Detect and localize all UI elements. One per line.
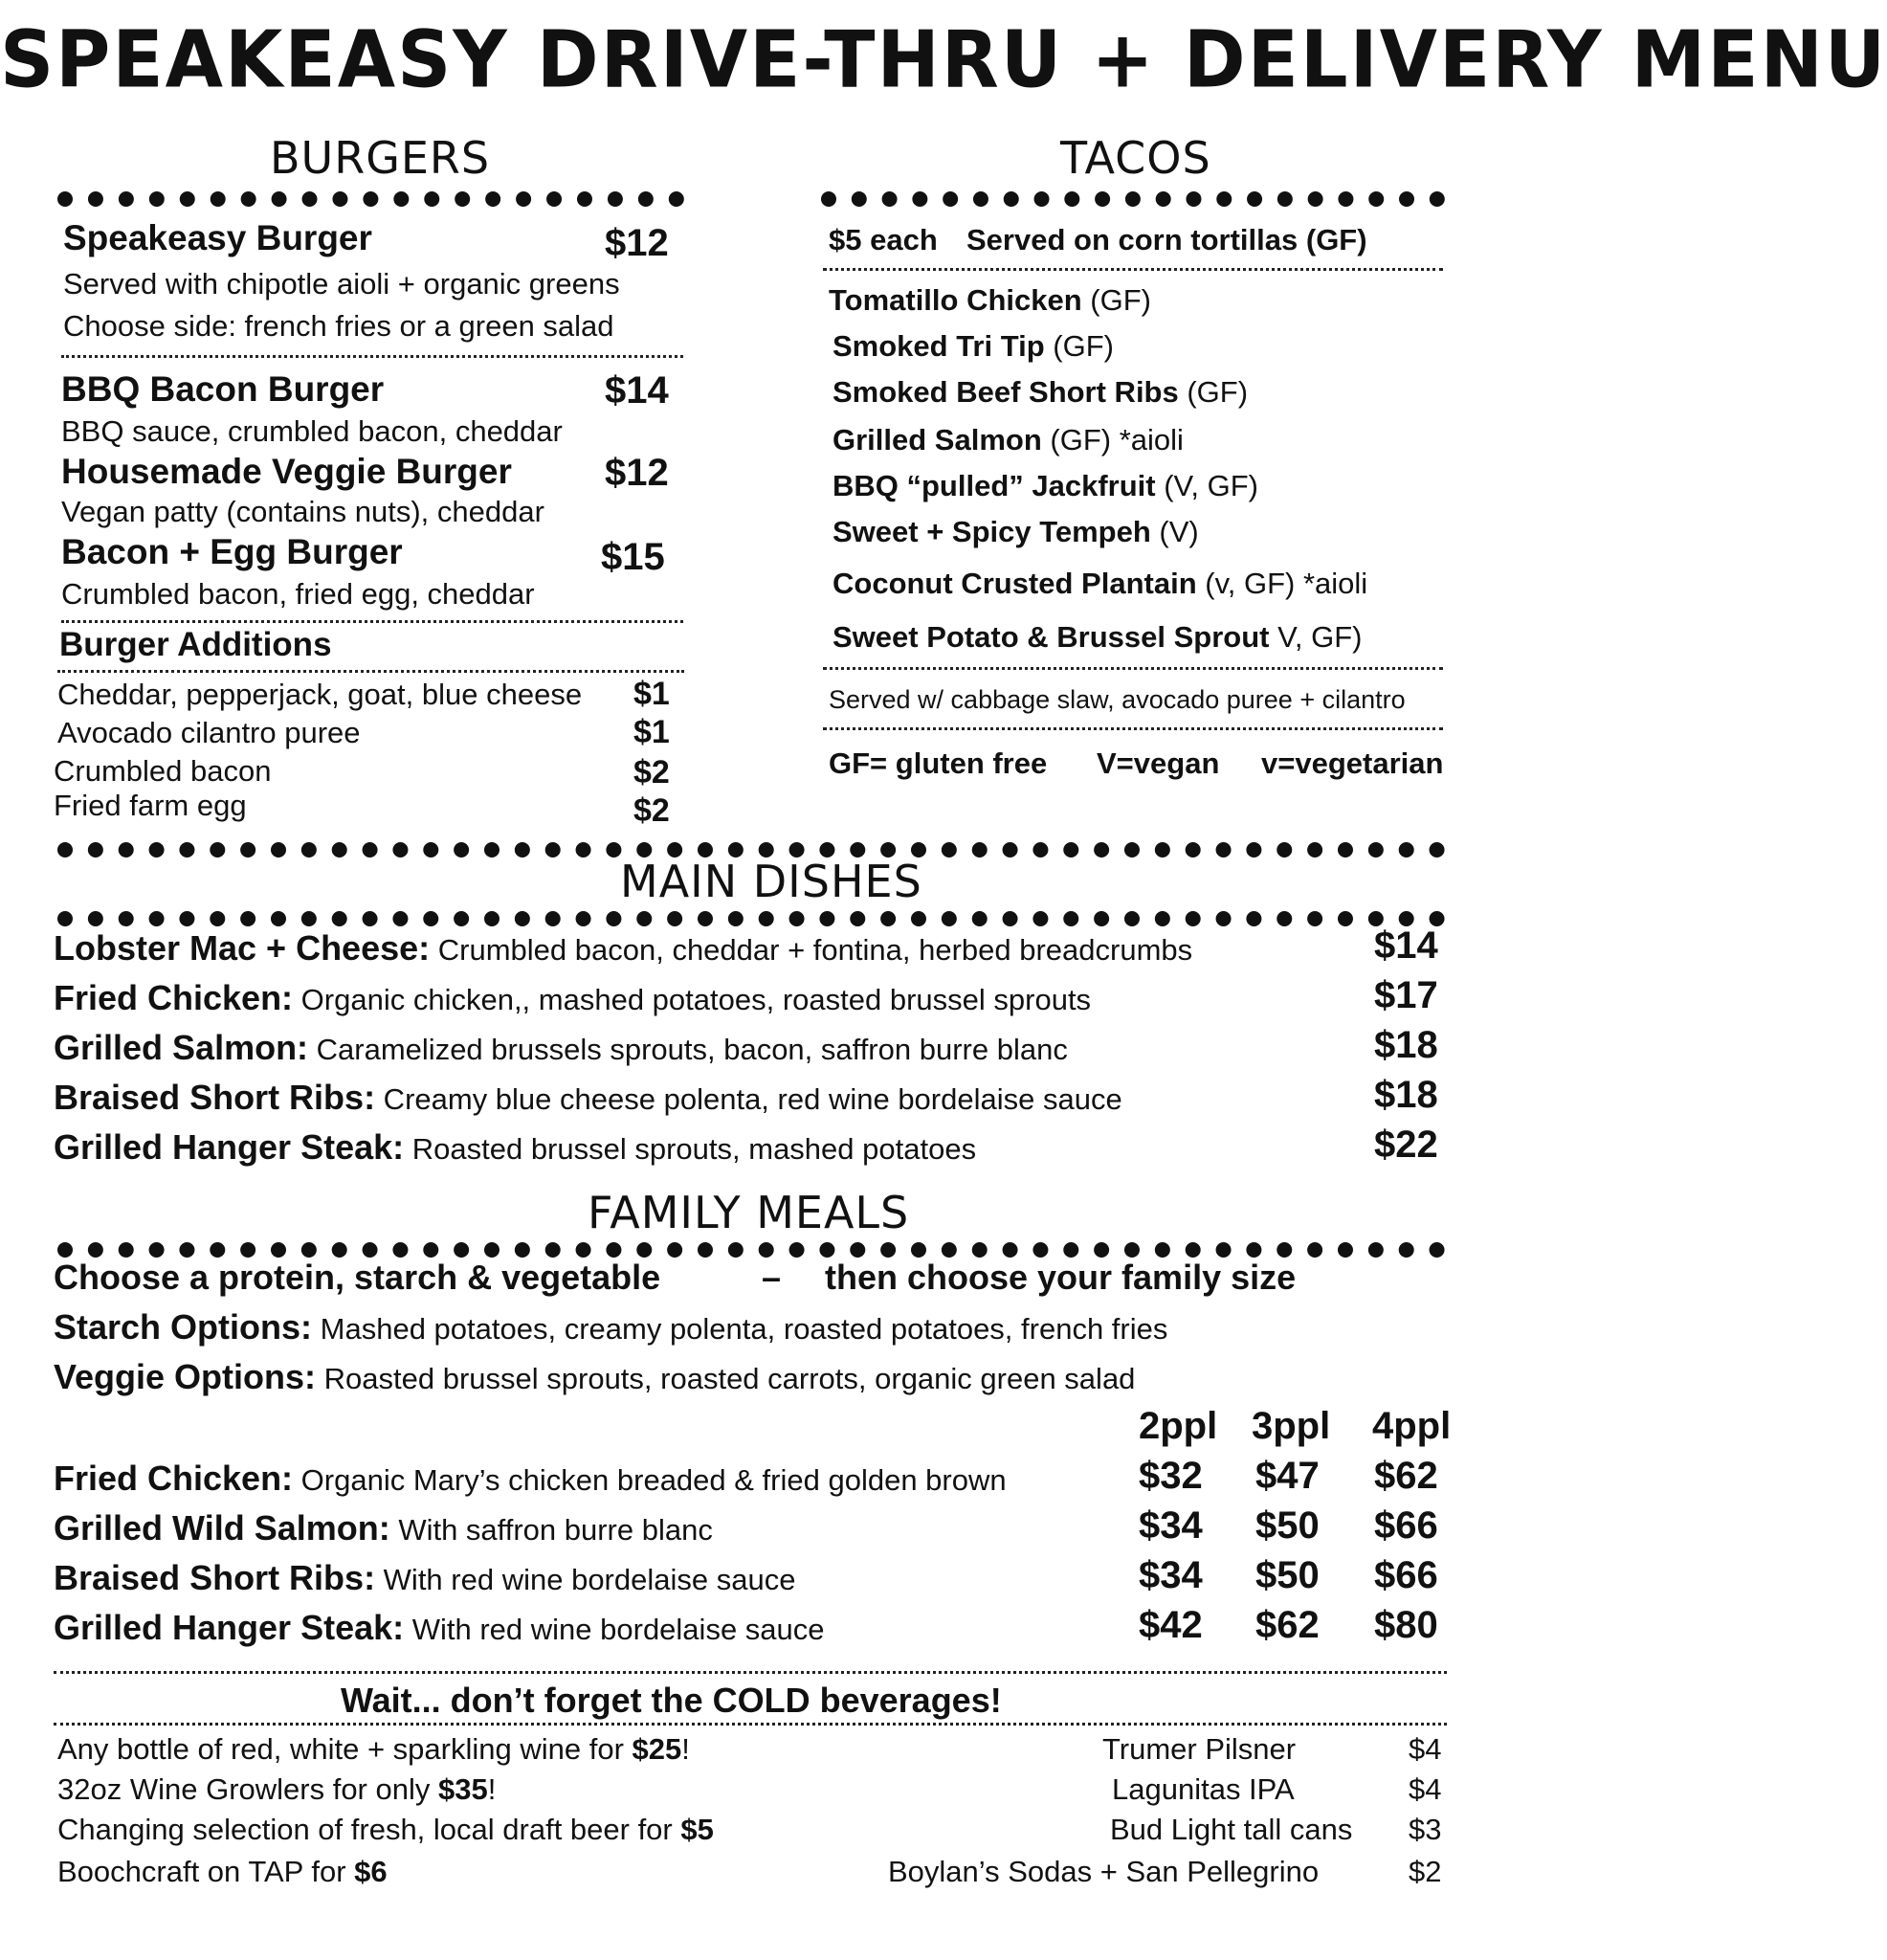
beverage-price: $2 (1409, 1855, 1442, 1888)
legend-vegetarian: v=vegetarian (1261, 746, 1444, 780)
main-dish-item: Grilled Salmon: Caramelized brussels sprouts, bacon, saffron burre blanc (54, 1028, 1068, 1067)
beverage-price: $3 (1409, 1813, 1442, 1846)
divider (823, 667, 1443, 670)
taco-item: Sweet Potato & Brussel Sprout V, GF) (832, 620, 1363, 654)
tacos-heading: TACOS (1060, 132, 1211, 184)
family-price-2ppl: $42 (1139, 1604, 1203, 1646)
burger-price: $14 (605, 369, 669, 412)
family-meal-name: Grilled Wild Salmon: (54, 1508, 390, 1548)
main-dish-price: $18 (1374, 1024, 1438, 1066)
burger-desc: Served with chipotle aioli + organic greens (63, 267, 620, 301)
family-meal-name: Grilled Hanger Steak: (54, 1608, 405, 1647)
burger-desc: Crumbled bacon, fried egg, cheddar (61, 577, 535, 611)
taco-served-note: Served w/ cabbage slaw, avocado puree + cilantro (829, 685, 1406, 714)
main-dishes-heading: MAIN DISHES (620, 856, 922, 907)
addition-name: Crumbled bacon (54, 754, 272, 788)
burger-name: Speakeasy Burger (63, 218, 372, 257)
taco-item: Coconut Crusted Plantain (v, GF) *aioli (832, 567, 1368, 600)
family-instructions: Choose a protein, starch & vegetable (54, 1258, 661, 1297)
main-dish-price: $18 (1374, 1074, 1438, 1116)
beverage-name: Trumer Pilsner (1102, 1732, 1297, 1766)
legend-gf: GF= gluten free (829, 746, 1048, 780)
beverage-price: $4 (1409, 1732, 1442, 1766)
family-price-4ppl: $62 (1374, 1455, 1438, 1497)
divider (823, 727, 1443, 730)
burger-price: $12 (605, 222, 669, 264)
family-meal-name: Fried Chicken: (54, 1459, 294, 1498)
taco-item: Grilled Salmon (GF) *aioli (832, 423, 1184, 457)
family-price-4ppl: $66 (1374, 1504, 1438, 1547)
beverage-offer: 32oz Wine Growlers for only $35! (57, 1772, 497, 1806)
family-meal-desc: With red wine bordelaise sauce (375, 1563, 796, 1596)
family-instructions-size: then choose your family size (825, 1258, 1297, 1297)
burger-name: BBQ Bacon Burger (61, 369, 385, 409)
family-price-3ppl: $62 (1255, 1604, 1320, 1646)
taco-item: BBQ “pulled” Jackfruit (V, GF) (832, 469, 1258, 502)
main-dish-price: $22 (1374, 1124, 1438, 1166)
burger-desc: Vegan patty (contains nuts), cheddar (61, 495, 544, 528)
family-price-2ppl: $32 (1139, 1455, 1203, 1497)
taco-item: Smoked Beef Short Ribs (GF) (832, 375, 1249, 409)
family-price-4ppl: $80 (1374, 1604, 1438, 1646)
taco-item: Sweet + Spicy Tempeh (V) (832, 515, 1199, 548)
divider (57, 911, 1445, 926)
main-dish-item: Fried Chicken: Organic chicken,, mashed potatoes, roasted brussel sprouts (54, 978, 1092, 1017)
main-dish-price: $17 (1374, 974, 1438, 1016)
divider (57, 670, 684, 673)
divider (54, 1723, 1447, 1726)
main-dish-price: $14 (1374, 924, 1438, 967)
burger-price: $12 (605, 452, 669, 494)
family-price-2ppl: $34 (1139, 1504, 1203, 1547)
size-header: 4ppl (1372, 1405, 1452, 1447)
burger-price: $15 (601, 536, 665, 578)
family-price-3ppl: $50 (1255, 1504, 1320, 1547)
taco-item: Tomatillo Chicken (GF) (829, 283, 1151, 317)
burger-desc: BBQ sauce, crumbled bacon, cheddar (61, 414, 563, 448)
taco-price: $5 each (829, 223, 938, 256)
veggie-options: Veggie Options: Roasted brussel sprouts, roasted carrots, organic green salad (54, 1357, 1136, 1396)
burger-name: Housemade Veggie Burger (61, 452, 512, 491)
size-header: 2ppl (1139, 1405, 1218, 1447)
taco-item: Smoked Tri Tip (GF) (832, 329, 1114, 363)
beverage-name: Lagunitas IPA (1112, 1772, 1295, 1806)
family-meals-heading: FAMILY MEALS (588, 1187, 910, 1238)
beverage-offer: Boochcraft on TAP for $6 (57, 1855, 388, 1888)
family-meal-desc: With saffron burre blanc (389, 1513, 713, 1547)
main-dish-item: Lobster Mac + Cheese: Crumbled bacon, cheddar + fontina, herbed breadcrumbs (54, 928, 1193, 968)
beverage-price: $4 (1409, 1772, 1442, 1806)
divider (823, 268, 1443, 271)
taco-intro: Served on corn tortillas (GF) (966, 223, 1367, 256)
burger-additions-heading: Burger Additions (59, 626, 332, 663)
addition-price: $2 (633, 754, 670, 791)
main-dish-item: Braised Short Ribs: Creamy blue cheese polenta, red wine bordelaise sauce (54, 1078, 1122, 1117)
divider (61, 355, 683, 358)
burger-name: Bacon + Egg Burger (61, 532, 403, 571)
family-instructions-dash: – (762, 1258, 782, 1297)
beverage-offer: Changing selection of fresh, local draft beer for $5 (57, 1813, 714, 1846)
burgers-heading: BURGERS (270, 132, 491, 184)
beverages-heading: Wait... don’t forget the COLD beverages! (341, 1681, 1002, 1720)
divider (57, 1242, 1445, 1258)
addition-name: Avocado cilantro puree (57, 716, 361, 749)
addition-name: Fried farm egg (54, 789, 247, 822)
addition-price: $2 (633, 792, 670, 829)
divider (57, 191, 684, 207)
family-meal-desc: Organic Mary’s chicken breaded & fried golden brown (293, 1463, 1007, 1497)
beverage-name: Boylan’s Sodas + San Pellegrino (888, 1855, 1320, 1888)
main-dish-item: Grilled Hanger Steak: Roasted brussel sprouts, mashed potatoes (54, 1127, 977, 1167)
divider (61, 620, 683, 623)
family-meal-name: Braised Short Ribs: (54, 1558, 376, 1597)
size-header: 3ppl (1252, 1405, 1331, 1447)
family-price-2ppl: $34 (1139, 1554, 1203, 1596)
family-price-4ppl: $66 (1374, 1554, 1438, 1596)
family-price-3ppl: $47 (1255, 1455, 1320, 1497)
addition-price: $1 (633, 714, 670, 750)
beverage-name: Bud Light tall cans (1110, 1813, 1353, 1846)
starch-options: Starch Options: Mashed potatoes, creamy polenta, roasted potatoes, french fries (54, 1307, 1168, 1347)
legend-vegan: V=vegan (1097, 746, 1220, 780)
page-title: SPEAKEASY DRIVE-THRU + DELIVERY MENU (0, 14, 1887, 106)
divider (54, 1671, 1447, 1674)
addition-name: Cheddar, pepperjack, goat, blue cheese (57, 678, 583, 711)
addition-price: $1 (633, 676, 670, 712)
divider (821, 191, 1445, 207)
family-meal-desc: With red wine bordelaise sauce (404, 1613, 825, 1646)
family-price-3ppl: $50 (1255, 1554, 1320, 1596)
burger-desc: Choose side: french fries or a green salad (63, 309, 614, 343)
beverage-offer: Any bottle of red, white + sparkling wine for $25! (57, 1732, 690, 1766)
